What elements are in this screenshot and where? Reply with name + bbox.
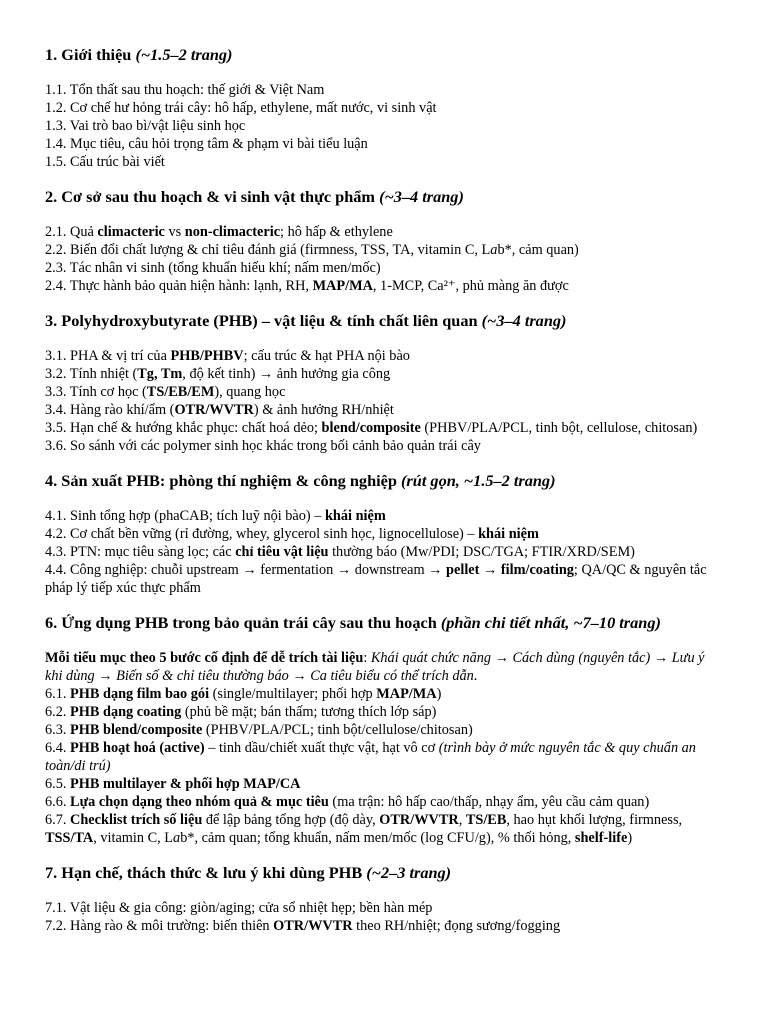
- text-run: 3.3. Tính cơ học (: [45, 384, 147, 400]
- text-run: 1.1. Tổn thất sau thu hoạch: thế giới & Việt Nam: [45, 82, 325, 98]
- section-length-note: (phần chi tiết nhất, ~7–10 trang): [440, 613, 661, 632]
- outline-section: [45, 612, 724, 847]
- outline-section: [45, 862, 724, 935]
- text-run: 2.2. Biến đổi chất lượng & chỉ tiêu đánh giá (firmness, TSS, TA, vitamin C, L: [45, 242, 491, 258]
- outline-item: [45, 685, 724, 703]
- text-run: 3.1. PHA & vị trí của: [45, 348, 171, 364]
- text-run: 6.6.: [45, 794, 71, 810]
- outline-item: [45, 401, 724, 419]
- section-title: 6. Ứng dụng PHB trong bảo quản trái cây sau thu hoạch: [45, 613, 437, 632]
- text-run: , hao hụt khối lượng, firmness,: [506, 812, 683, 828]
- outline-item: [45, 153, 724, 171]
- bold-text: shelf-life: [574, 830, 628, 846]
- text-run: 2.4. Thực hành bảo quản hiện hành: lạnh, RH,: [45, 278, 313, 294]
- outline-item: [45, 277, 724, 295]
- outline-item: [45, 99, 724, 117]
- outline-item: [45, 259, 724, 277]
- outline-item: [45, 543, 724, 561]
- outline-item: [45, 419, 724, 437]
- text-run: theo RH/nhiệt; đọng sương/fogging: [352, 918, 561, 934]
- outline-item: [45, 525, 724, 543]
- section-length-note: (~3–4 trang): [379, 187, 464, 206]
- section-items: [45, 223, 724, 295]
- bold-text: OTR/WVTR: [273, 918, 353, 934]
- outline-item: [45, 347, 724, 365]
- text-run: 4.4. Công nghiệp: chuỗi upstream → fermentation → downstream →: [45, 562, 447, 578]
- outline-item: [45, 241, 724, 259]
- section-heading: [45, 862, 724, 884]
- text-run: 7.1. Vật liệu & gia công: giòn/aging; cửa sổ nhiệt hẹp; bền hàn mép: [45, 900, 433, 916]
- outline-item: [45, 775, 724, 793]
- bold-text: khái niệm: [478, 526, 539, 542]
- text-run: 4.3. PTN: mục tiêu sàng lọc; các: [45, 544, 236, 560]
- text-run: ,: [458, 812, 466, 828]
- text-run: (single/multilayer; phối hợp: [209, 686, 377, 702]
- text-run: (ma trận: hô hấp cao/thấp, nhạy ẩm, yêu cầu cảm quan): [328, 794, 650, 810]
- italic-text: (trình bày ở mức nguyên tắc & quy chuẩn an toàn/di trú): [45, 740, 696, 774]
- outline-item: [45, 917, 724, 935]
- bold-text: PHB dạng coating: [70, 704, 182, 720]
- text-run: 4.1. Sinh tổng hợp (phaCAB; tích luỹ nội bào) –: [45, 508, 325, 524]
- outline-item: [45, 117, 724, 135]
- section-items: [45, 347, 724, 455]
- outline-item: [45, 899, 724, 917]
- outline-item: [45, 721, 724, 739]
- bold-text: TSS/TA: [45, 830, 94, 846]
- bold-text: khái niệm: [324, 508, 386, 524]
- text-run: thường báo (Mw/PDI; DSC/TGA; FTIR/XRD/SEM): [328, 544, 635, 560]
- text-run: ; cấu trúc & hạt PHA nội bào: [243, 348, 410, 364]
- bold-text: MAP/MA: [312, 278, 373, 294]
- bold-text: PHB blend/composite: [70, 722, 203, 738]
- text-run: ; hô hấp & ethylene: [280, 224, 393, 240]
- text-run: ): [436, 686, 442, 702]
- bold-text: Checklist trích số liệu: [70, 812, 203, 828]
- text-run: (PHBV/PLA/PCL; tinh bột/cellulose/chitosan): [202, 722, 473, 738]
- text-run: 3.4. Hàng rào khí/ẩm (: [45, 402, 175, 418]
- text-run: 7.2. Hàng rào & môi trường: biến thiên: [45, 918, 274, 934]
- text-run: (phủ bề mặt; bán thấm; tương thích lớp sáp): [181, 704, 437, 720]
- outline-item: [45, 507, 724, 525]
- bold-text: Mỗi tiểu mục theo 5 bước cố định để dễ trích tài liệu: [45, 650, 364, 666]
- bold-text: film/coating: [500, 562, 574, 578]
- section-title: 1. Giới thiệu: [45, 45, 132, 64]
- text-run: vs: [164, 224, 185, 240]
- text-run: 1.4. Mục tiêu, câu hỏi trọng tâm & phạm vi bài tiểu luận: [45, 136, 368, 152]
- text-run: 1.3. Vai trò bao bì/vật liệu sinh học: [45, 118, 246, 134]
- text-run: , độ kết tinh) → ảnh hưởng gia công: [182, 366, 391, 382]
- text-run: .: [473, 668, 478, 684]
- bold-text: Lựa chọn dạng theo nhóm quả & mục tiêu: [70, 794, 329, 810]
- outline-item: [45, 383, 724, 401]
- text-run: 1.2. Cơ chế hư hỏng trái cây: hô hấp, ethylene, mất nước, vi sinh vật: [45, 100, 437, 116]
- text-run: 6.3.: [45, 722, 71, 738]
- bold-text: TS/EB/EM: [146, 384, 215, 400]
- outline-section: [45, 470, 724, 597]
- bold-text: MAP/MA: [376, 686, 437, 702]
- text-run: , 1-MCP, Ca²⁺, phủ màng ăn được: [372, 278, 569, 294]
- outline-item: [45, 739, 724, 775]
- section-title: 4. Sản xuất PHB: phòng thí nghiệm & công nghiệp: [45, 471, 397, 490]
- section-items: [45, 81, 724, 171]
- outline-item: [45, 703, 724, 721]
- text-run: 2.1. Quả: [45, 224, 98, 240]
- text-run: 6.5.: [45, 776, 71, 792]
- bold-text: blend/composite: [321, 420, 421, 436]
- text-run: (PHBV/PLA/PCL, tinh bột, cellulose, chitosan): [420, 420, 698, 436]
- section-items: [45, 899, 724, 935]
- bold-text: PHB/PHBV: [170, 348, 244, 364]
- section-title: 7. Hạn chế, thách thức & lưu ý khi dùng PHB: [45, 863, 363, 882]
- section-length-note: (~1.5–2 trang): [135, 45, 233, 64]
- section-length-note: (rút gọn, ~1.5–2 trang): [401, 471, 556, 490]
- outline-item: [45, 437, 724, 455]
- bold-text: pellet: [446, 562, 480, 578]
- text-run: 2.3. Tác nhân vi sinh (tổng khuẩn hiếu khí; nấm men/mốc): [45, 260, 381, 276]
- text-run: 6.2.: [45, 704, 71, 720]
- text-run: ; QA/QC & nguyên tắc pháp lý tiếp xúc thực phẩm: [45, 562, 707, 596]
- text-run: b*, cảm quan; tổng khuẩn, nấm men/mốc (log CFU/g), % thối hỏng,: [180, 830, 575, 846]
- section-title: 2. Cơ sở sau thu hoạch & vi sinh vật thực phẩm: [45, 187, 375, 206]
- text-run: →: [479, 562, 501, 578]
- text-run: 6.4.: [45, 740, 71, 756]
- bold-text: TS/EB: [465, 812, 507, 828]
- section-length-note: (~2–3 trang): [366, 863, 452, 882]
- italic-text: a: [173, 830, 181, 846]
- outline-item: [45, 81, 724, 99]
- outline-section: [45, 310, 724, 455]
- text-run: – tinh dầu/chiết xuất thực vật, hạt vô cơ: [204, 740, 439, 756]
- section-heading: [45, 44, 724, 66]
- outline-item: [45, 135, 724, 153]
- text-run: 6.7.: [45, 812, 71, 828]
- section-items: [45, 507, 724, 597]
- text-run: 3.2. Tính nhiệt (: [45, 366, 138, 382]
- text-run: b*, cảm quan): [497, 242, 579, 258]
- section-items: [45, 649, 724, 847]
- outline-item: [45, 223, 724, 241]
- section-heading: [45, 470, 724, 492]
- text-run: ): [627, 830, 633, 846]
- section-heading: [45, 612, 724, 634]
- bold-text: climacteric: [97, 224, 165, 240]
- bold-text: OTR/WVTR: [174, 402, 254, 418]
- outline-item: [45, 811, 724, 847]
- outline-item: [45, 649, 724, 685]
- bold-text: PHB multilayer & phối hợp MAP/CA: [70, 776, 301, 792]
- outline-item: [45, 365, 724, 383]
- section-heading: [45, 310, 724, 332]
- text-run: :: [363, 650, 371, 666]
- section-heading: [45, 186, 724, 208]
- bold-text: chỉ tiêu vật liệu: [235, 544, 329, 560]
- text-run: 6.1.: [45, 686, 71, 702]
- outline-item: [45, 561, 724, 597]
- bold-text: PHB dạng film bao gói: [70, 686, 210, 702]
- section-title: 3. Polyhydroxybutyrate (PHB) – vật liệu & tính chất liên quan: [45, 311, 478, 330]
- outline-item: [45, 793, 724, 811]
- text-run: 3.5. Hạn chế & hướng khắc phục: chất hoá dẻo;: [45, 420, 322, 436]
- bold-text: non-climacteric: [184, 224, 281, 240]
- section-length-note: (~3–4 trang): [481, 311, 567, 330]
- outline-section: [45, 186, 724, 295]
- outline-section: [45, 44, 724, 171]
- text-run: ), quang học: [214, 384, 286, 400]
- text-run: ) & ảnh hưởng RH/nhiệt: [253, 402, 394, 418]
- bold-text: Tg, Tm: [137, 366, 183, 382]
- text-run: 4.2. Cơ chất bền vững (rỉ đường, whey, glycerol sinh học, lignocellulose) –: [45, 526, 479, 542]
- text-run: , vitamin C, L: [93, 830, 174, 846]
- italic-text: Khái quát chức năng → Cách dùng (nguyên tắc) → Lưu ý khi dùng → Biến số & chỉ tiêu thường báo → Ca tiêu biểu có thể trích dẫn: [45, 650, 705, 684]
- text-run: 1.5. Cấu trúc bài viết: [45, 154, 165, 170]
- bold-text: OTR/WVTR: [379, 812, 459, 828]
- text-run: để lập bảng tổng hợp (độ dày,: [202, 812, 380, 828]
- text-run: 3.6. So sánh với các polymer sinh học khác trong bối cảnh bảo quản trái cây: [45, 438, 481, 454]
- bold-text: PHB hoạt hoá (active): [70, 740, 205, 756]
- italic-text: a: [490, 242, 498, 258]
